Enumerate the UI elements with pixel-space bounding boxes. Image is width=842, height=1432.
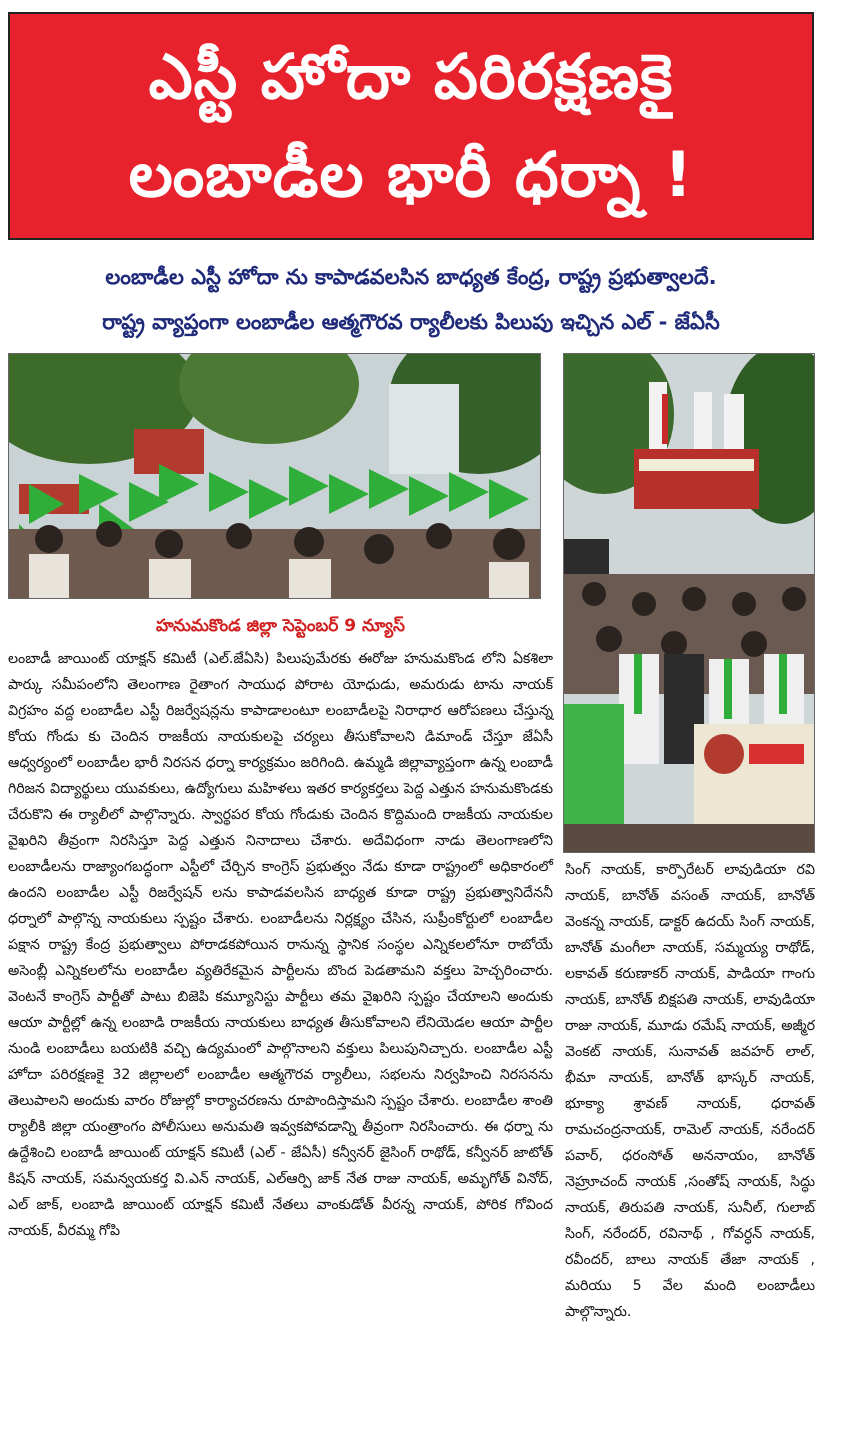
- subheading-1: లంబాడీల ఎస్టీ హోదా ను కాపాడవలసిన బాధ్యత కేంద్ర, రాష్ట్ర ప్రభుత్వాలదే.: [105, 265, 717, 289]
- article-body-right-column: సింగ్ నాయక్, కార్పొరేటర్ లావుడియా రవి నాయక్, బానోత్ వసంత్ నాయక్, బానోత్ వెంకన్న నాయక్, డాక్టర్ ఉదయ్ సింగ్ నాయక్, బానోత్ మంగీలా నాయక్, సమ్మయ్య రాథోడ్, లకావత్ కరుణాకర్ నాయక్, పాడియా గాంగు నాయక్, బానోత్ బిక్షపతి నాయక్, లావుడియా రాజు నాయక్, మూడు రమేష్ నాయక్, అజ్మీర వెంకట్ నాయక్, సునావత్ జవహర్ లాల్, భీమా నాయక్, బానోత్ భాస్కర్ నాయక్, భూక్యా శ్రావణ్ నాయక్, ధరావత్ రామచంద్రనాయక్, రామెల్ నాయక్, నరేందర్ పవార్, ధరంసోత్ అననాయం, బానోత్ నెహ్రూచంద్ నాయక్ ,సంతోష్ నాయక్, సిద్ధు నాయక్, తిరుపతి నాయక్, సునీల్, గులాబ్ సింగ్, నరేందర్, రవినాథ్ , గోవర్ధన్ నాయక్, రవీందర్, బాలు నాయక్ తేజా నాయక్ , మరియు 5 వేల మంది లంబాడీలు పాల్గొన్నారు.: [565, 862, 815, 1320]
- headline-line-1: ఎస్టీ హోదా పరిరక్షణకై: [148, 40, 674, 113]
- dateline: హనుమకొండ జిల్లా సెప్టెంబర్ 9 న్యూస్: [156, 616, 405, 636]
- headline-line-2: లంబాడీల భారీ ధర్నా !: [128, 138, 694, 211]
- leaders-banner-photo: [563, 353, 815, 853]
- article-body-left-column: లంబాడీ జాయింట్ యాక్షన్ కమిటీ (ఎల్.జేఏసి) పిలుపుమేరకు ఈరోజు హనుమకొండ లోని ఏకశిలా పార్కు సమీపంలోని తెలంగాణ రైతాంగ సాయుధ పోరాట యోధుడు, అమరుడు టాను నాయక్ విగ్రహం వద్ద లంబాడీల ఎస్టీ రిజర్వేషన్లను కాపాడాలంటూ లంబాడీలపై నిరాధార ఆరోపణలు చేస్తున్న కోయ గోండు కు చెందిన రాజకీయ నాయకులపై చర్యలు తీసుకోవాలని డిమాండ్ చేస్తూ జేఏసీ ఆధ్వర్యంలో లంబాడీల భారీ నిరసన ధర్నా కార్యక్రమం జరిగింది. ఉమ్మడి జిల్లావ్యాప్తంగా ఉన్న లంబాడీ గిరిజన విద్యార్థులు యువకులు, ఉద్యోగులు మహిళలు ఇతర కార్యకర్తలు పెద్ద ఎత్తున హనుమకొండకు చేరుకొని ఈ ర్యాలీలో పాల్గొన్నారు. స్వార్థపర కోయ గోండుకు చెందిన కొద్దిమంది రాజకీయ నాయకుల వైఖరిని తీవ్రంగా నిరసిస్తూ పెద్ద ఎత్తున నినాదాలు చేశారు. అదేవిధంగా నాడు తెలంగాణలోని లంబాడీలను రాజ్యాంగబద్ధంగా ఎస్టీలో చేర్చిన కాంగ్రెస్ ప్రభుత్వం నేడు కూడా రాష్ట్రంలో అధికారంలో ఉందని లంబాడీల ఎస్టీ రిజర్వేషన్ లను కాపాడవలసిన బాధ్యత కూడా రాష్ట్ర ప్రభుత్వానిదేననీ ధర్నాలో పాల్గొన్న నాయకులు స్పష్టం చేశారు. లంబాడీలను నిర్లక్ష్యం చేసిన, సుప్రీంకోర్టులో లంబాడీల పక్షాన రాష్ట్ర కేంద్ర ప్రభుత్వాలు పోరాడకపోయిన రానున్న స్థానిక సంస్థల ఎన్నికలలోనూ రాబోయే అసెంబ్లీ ఎన్నికలలోను లంబాడీల వ్యతిరేకమైన పార్టీలను బొంద పెడతామని వక్తలు హెచ్చరించారు. వెంటనే కాంగ్రెస్ పార్టీతో పాటు బిజెపి కమ్యూనిస్టు పార్టీలు తమ వైఖరిని స్పష్టం చేయాలని అందుకు ఆయా పార్టీల్లో ఉన్న లంబాడి రాజకీయ నాయకులు బాధ్యత తీసుకోవాలని లేనియెడల ఆయా పార్టీల నుండి లంబాడీలు బయటికి వచ్చి ఉద్యమంలో పాల్గొనాలని వక్తులు పిలుపునిచ్చారు. లంబాడీల ఎస్టీ హోదా పరిరక్షణకై 32 జిల్లాలలో లంబాడీల ఆత్మగౌరవ ర్యాలీలు, సభలను నిర్వహించి నిరసనను తెలుపాలని అందుకు వారం రోజుల్లో కార్యాచరణను రూపొందిస్తామని స్పష్టం చేశారు. లంబాడీల శాంతి ర్యాలీకి జిల్లా యంత్రాంగం పోలీసులు అనుమతి ఇవ్వకపోవడాన్ని తీవ్రంగా నిరసించారు. ఈ ధర్నా ను ఉద్దేశించి లంబాడీ జాయింట్ యాక్షన్ కమిటీ (ఎల్ - జేఏసీ) కన్వీనర్ జైసింగ్ రాథోడ్, కన్వీనర్ జాటోత్ కిషన్ నాయక్, సమన్వయకర్త వి.ఎన్ నాయక్, ఎల్ఆర్పి జాక్ నేత రాజు నాయక్, అమృగోత్ వినోద్, ఎల్ జాక్, లంబాడి జాయింట్ యాక్షన్ కమిటీ నేతలు వాంకుడోత్ వీరన్న నాయక్, పోరిక గోవింద నాయక్, వీరమ్మ గోపి: [8, 651, 553, 1239]
- rally-crowd-photo: [8, 353, 541, 599]
- headline-banner: [8, 12, 814, 240]
- subheading-2: రాష్ట్ర వ్యాప్తంగా లంబాడీల ఆత్మగౌరవ ర్యాలీలకు పిలుపు ఇచ్చిన ఎల్ - జేఏసీ: [102, 310, 720, 334]
